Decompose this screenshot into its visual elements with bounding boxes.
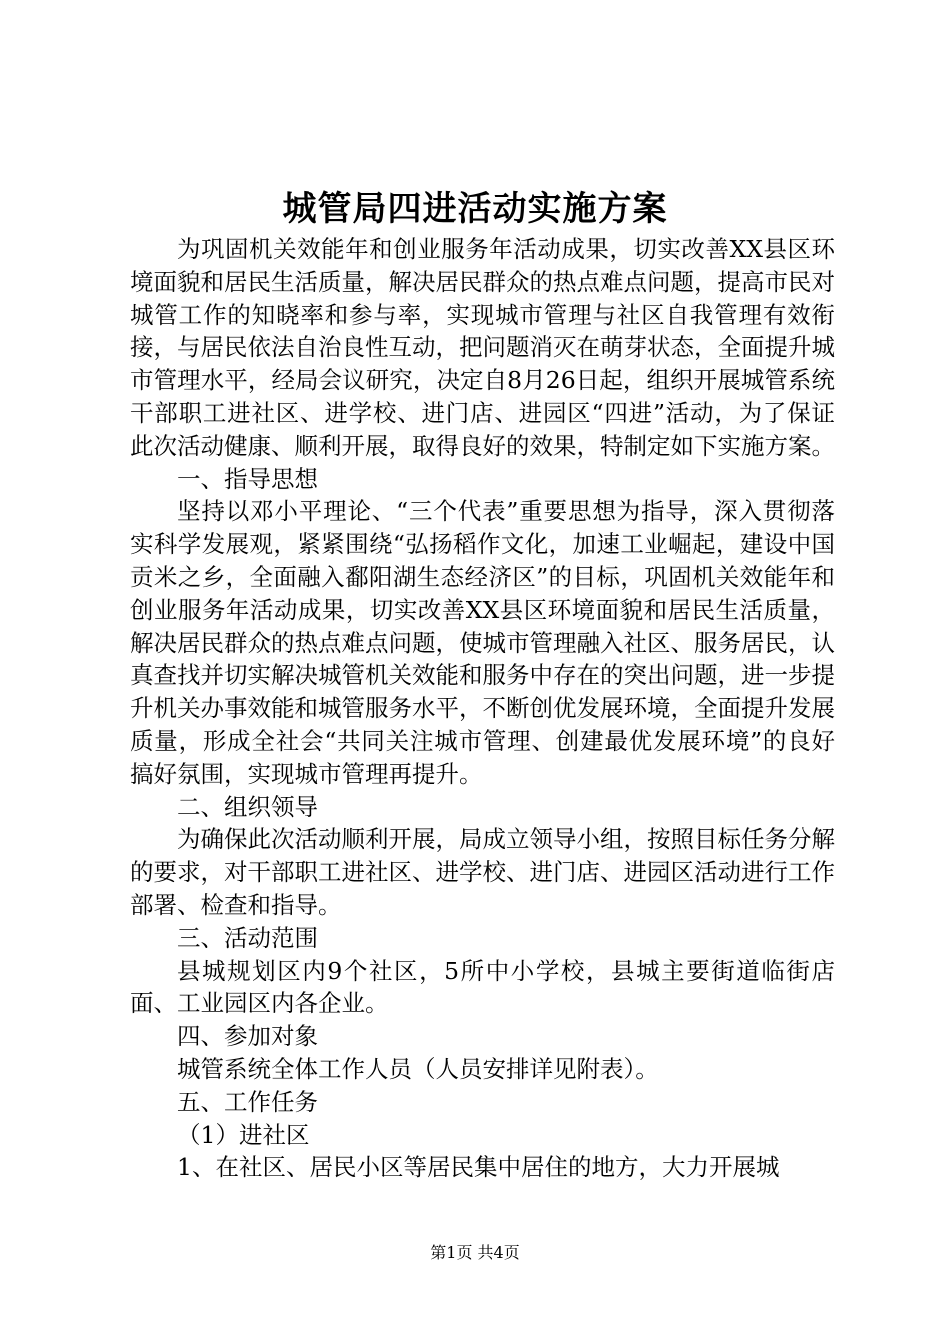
page-footer: 第1页 共4页 [430, 1243, 520, 1262]
section-heading-guiding-thought: 一、指导思想 [177, 464, 318, 493]
scope-paragraph: 县城规划区内9个社区，5所中小学校，县城主要街道临街店面、工业园区内各企业。 [130, 956, 835, 1018]
section-heading-organization: 二、组织领导 [177, 792, 318, 821]
intro-paragraph: 为巩固机关效能年和创业服务年活动成果，切实改善XX县区环境面貌和居民生活质量，解决居民群众的热点难点问题，提高市民对城管工作的知晓率和参与率，实现城市管理与社区自我管理有效衔接，与居民依法自治良性互动，把问题消灭在萌芽状态，全面提升城市管理水平，经局会议研究，决定自8月26日起，组织开展城管系统干部职工进社区、进学校、进门店、进园区“四进”活动，为了保证此次活动健康、顺利开展，取得良好的效果，特制定如下实施方案。 [130, 235, 835, 460]
task-item-paragraph: 1、在社区、居民小区等居民集中居住的地方，大力开展城 [177, 1153, 780, 1182]
document-body [130, 233, 835, 1184]
organization-paragraph: 为确保此次活动顺利开展，局成立领导小组，按照目标任务分解的要求，对干部职工进社区、进学校、进门店、进园区活动进行工作部署、检查和指导。 [130, 825, 835, 919]
section-heading-participants: 四、参加对象 [177, 1022, 318, 1051]
guiding-thought-paragraph: 坚持以邓小平理论、“三个代表”重要思想为指导，深入贯彻落实科学发展观，紧紧围绕“弘扬稻作文化，加速工业崛起，建设中国贡米之乡，全面融入鄱阳湖生态经济区”的目标，巩固机关效能年和创业服务年活动成果，切实改善XX县区环境面貌和居民生活质量，解决居民群众的热点难点问题，使城市管理融入社区、服务居民，认真查找并切实解决城管机关效能和服务中存在的突出问题，进一步提升机关办事效能和城管服务水平，不断创优发展环境，全面提升发展质量，形成全社会“共同关注城市管理、创建最优发展环境”的良好搞好氛围，实现城市管理再提升。 [130, 497, 835, 788]
section-heading-scope: 三、活动范围 [177, 923, 318, 952]
document-title: 城管局四进活动实施方案 [282, 189, 668, 229]
section-heading-tasks: 五、工作任务 [177, 1087, 318, 1116]
participants-paragraph: 城管系统全体工作人员（人员安排详见附表）。 [177, 1054, 659, 1083]
subsection-heading-community: （1）进社区 [177, 1120, 310, 1149]
